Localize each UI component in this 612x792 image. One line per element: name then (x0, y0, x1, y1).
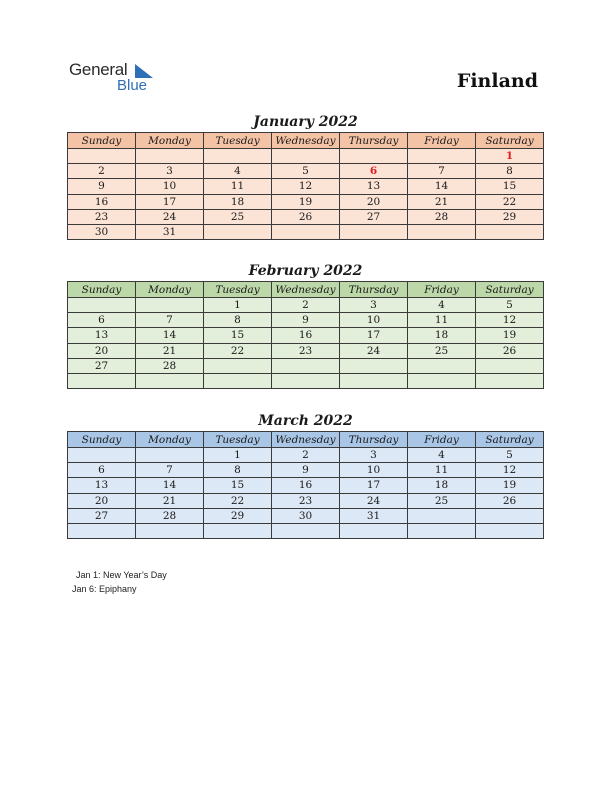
weekday-header: Thursday (340, 432, 408, 448)
week-row (68, 523, 544, 538)
day-cell: 15 (204, 478, 272, 493)
day-cell: 22 (204, 343, 272, 358)
day-cell: 7 (136, 313, 204, 328)
day-cell: 16 (272, 478, 340, 493)
day-cell: 2 (272, 298, 340, 313)
holiday-note: Jan 1: New Year’s Day (76, 570, 167, 580)
day-cell: 3 (136, 164, 204, 179)
day-cell (272, 149, 340, 164)
day-cell (68, 149, 136, 164)
calendar-grid-march (67, 431, 544, 539)
week-row (68, 179, 544, 194)
day-cell (408, 373, 476, 388)
weekday-header: Tuesday (204, 133, 272, 149)
weekday-header: Sunday (68, 282, 136, 298)
day-cell: 22 (204, 493, 272, 508)
day-cell (204, 224, 272, 239)
week-row (68, 373, 544, 388)
day-cell: 4 (408, 298, 476, 313)
day-cell: 28 (408, 209, 476, 224)
week-row (68, 358, 544, 373)
day-cell: 11 (408, 463, 476, 478)
day-cell (408, 508, 476, 523)
logo-word-blue: Blue (117, 77, 148, 94)
day-cell: 24 (340, 343, 408, 358)
day-cell: 24 (340, 493, 408, 508)
day-cell: 26 (476, 343, 544, 358)
weekday-header: Saturday (476, 282, 544, 298)
day-cell (408, 149, 476, 164)
day-cell: 9 (272, 463, 340, 478)
day-cell: 14 (136, 478, 204, 493)
day-cell: 7 (408, 164, 476, 179)
day-cell: 28 (136, 358, 204, 373)
day-cell: 21 (136, 343, 204, 358)
day-cell: 14 (408, 179, 476, 194)
day-cell: 10 (340, 313, 408, 328)
day-cell: 29 (204, 508, 272, 523)
day-cell: 21 (408, 194, 476, 209)
day-cell: 10 (340, 463, 408, 478)
holiday-note: Jan 6: Epiphany (72, 584, 137, 594)
weekday-header-row (68, 133, 544, 149)
month-title: January 2022 (253, 114, 358, 130)
day-cell: 12 (272, 179, 340, 194)
day-cell: 20 (340, 194, 408, 209)
day-cell: 18 (204, 194, 272, 209)
day-cell: 19 (272, 194, 340, 209)
weekday-header: Monday (136, 282, 204, 298)
day-cell: 2 (272, 448, 340, 463)
week-row (68, 328, 544, 343)
day-cell (408, 523, 476, 538)
weekday-header: Tuesday (204, 432, 272, 448)
day-cell: 13 (340, 179, 408, 194)
day-cell: 9 (272, 313, 340, 328)
day-cell: 16 (68, 194, 136, 209)
day-cell: 25 (204, 209, 272, 224)
day-cell (136, 523, 204, 538)
day-cell (476, 508, 544, 523)
day-cell (476, 523, 544, 538)
day-cell: 30 (68, 224, 136, 239)
weekday-header-row (68, 432, 544, 448)
month-march (67, 411, 544, 539)
day-cell: 24 (136, 209, 204, 224)
day-cell (136, 149, 204, 164)
day-cell (204, 358, 272, 373)
month-february (67, 261, 544, 389)
week-row (68, 463, 544, 478)
day-cell: 6 (68, 463, 136, 478)
day-cell (340, 224, 408, 239)
day-cell (340, 358, 408, 373)
day-cell (408, 224, 476, 239)
weekday-header: Wednesday (272, 282, 340, 298)
day-cell: 4 (408, 448, 476, 463)
day-cell (408, 358, 476, 373)
day-cell (204, 373, 272, 388)
day-cell: 27 (68, 508, 136, 523)
day-cell: 17 (340, 328, 408, 343)
day-cell: 11 (204, 179, 272, 194)
day-cell (68, 448, 136, 463)
day-cell: 5 (272, 164, 340, 179)
day-cell (476, 358, 544, 373)
generalblue-logo (69, 60, 169, 96)
day-cell (340, 149, 408, 164)
day-cell: 19 (476, 328, 544, 343)
week-row (68, 209, 544, 224)
day-cell (204, 523, 272, 538)
day-cell: 19 (476, 478, 544, 493)
day-cell (272, 358, 340, 373)
day-cell: 14 (136, 328, 204, 343)
day-cell: 20 (68, 343, 136, 358)
weekday-header: Saturday (476, 432, 544, 448)
day-cell: 8 (204, 313, 272, 328)
day-cell: 15 (204, 328, 272, 343)
day-cell: 25 (408, 343, 476, 358)
day-cell: 12 (476, 313, 544, 328)
day-cell: 8 (476, 164, 544, 179)
week-row (68, 478, 544, 493)
day-cell: 27 (340, 209, 408, 224)
day-cell: 26 (476, 493, 544, 508)
day-cell: 3 (340, 298, 408, 313)
day-cell: 13 (68, 478, 136, 493)
week-row (68, 164, 544, 179)
holiday-notes (72, 568, 167, 596)
day-cell (68, 523, 136, 538)
day-cell: 31 (136, 224, 204, 239)
week-row (68, 343, 544, 358)
day-cell (136, 448, 204, 463)
day-cell: 10 (136, 179, 204, 194)
day-cell (136, 298, 204, 313)
weekday-header: Wednesday (272, 133, 340, 149)
calendar-grid-february (67, 281, 544, 389)
day-cell (272, 224, 340, 239)
country-title: Finland (456, 70, 538, 92)
day-cell: 21 (136, 493, 204, 508)
day-cell: 12 (476, 463, 544, 478)
day-cell: 20 (68, 493, 136, 508)
logo-word-general: General (69, 60, 128, 79)
weekday-header: Monday (136, 432, 204, 448)
week-row (68, 493, 544, 508)
day-cell (204, 149, 272, 164)
day-cell (340, 373, 408, 388)
day-cell (272, 373, 340, 388)
day-cell: 25 (408, 493, 476, 508)
day-cell: 3 (340, 448, 408, 463)
weekday-header: Thursday (340, 133, 408, 149)
month-january (67, 112, 544, 240)
day-cell: 23 (272, 343, 340, 358)
day-cell: 4 (204, 164, 272, 179)
day-cell: 22 (476, 194, 544, 209)
weekday-header: Thursday (340, 282, 408, 298)
weekday-header: Sunday (68, 133, 136, 149)
day-cell: 5 (476, 448, 544, 463)
day-cell: 11 (408, 313, 476, 328)
day-cell: 1 (476, 149, 544, 164)
weekday-header: Friday (408, 133, 476, 149)
day-cell: 15 (476, 179, 544, 194)
day-cell: 17 (340, 478, 408, 493)
weekday-header: Friday (408, 282, 476, 298)
day-cell: 27 (68, 358, 136, 373)
day-cell (68, 298, 136, 313)
day-cell: 18 (408, 328, 476, 343)
week-row (68, 448, 544, 463)
calendar-grid-january (67, 132, 544, 240)
weekday-header-row (68, 282, 544, 298)
day-cell: 23 (272, 493, 340, 508)
day-cell: 6 (68, 313, 136, 328)
weekday-header: Friday (408, 432, 476, 448)
day-cell: 9 (68, 179, 136, 194)
day-cell (340, 523, 408, 538)
month-title: February 2022 (248, 263, 363, 279)
weekday-header: Tuesday (204, 282, 272, 298)
day-cell (272, 523, 340, 538)
logo-triangle-icon (133, 64, 153, 78)
week-row (68, 224, 544, 239)
day-cell (68, 373, 136, 388)
weekday-header: Saturday (476, 133, 544, 149)
day-cell: 29 (476, 209, 544, 224)
day-cell: 1 (204, 448, 272, 463)
weekday-header: Sunday (68, 432, 136, 448)
week-row (68, 194, 544, 209)
day-cell: 28 (136, 508, 204, 523)
day-cell (136, 373, 204, 388)
day-cell: 8 (204, 463, 272, 478)
day-cell (476, 373, 544, 388)
day-cell: 23 (68, 209, 136, 224)
day-cell: 7 (136, 463, 204, 478)
day-cell: 26 (272, 209, 340, 224)
day-cell (476, 224, 544, 239)
week-row (68, 313, 544, 328)
week-row (68, 508, 544, 523)
day-cell: 18 (408, 478, 476, 493)
day-cell: 13 (68, 328, 136, 343)
month-title: March 2022 (258, 413, 353, 429)
weekday-header: Monday (136, 133, 204, 149)
day-cell: 31 (340, 508, 408, 523)
week-row (68, 298, 544, 313)
day-cell: 5 (476, 298, 544, 313)
day-cell: 1 (204, 298, 272, 313)
week-row (68, 149, 544, 164)
weekday-header: Wednesday (272, 432, 340, 448)
day-cell: 6 (340, 164, 408, 179)
day-cell: 16 (272, 328, 340, 343)
day-cell: 2 (68, 164, 136, 179)
day-cell: 30 (272, 508, 340, 523)
day-cell: 17 (136, 194, 204, 209)
